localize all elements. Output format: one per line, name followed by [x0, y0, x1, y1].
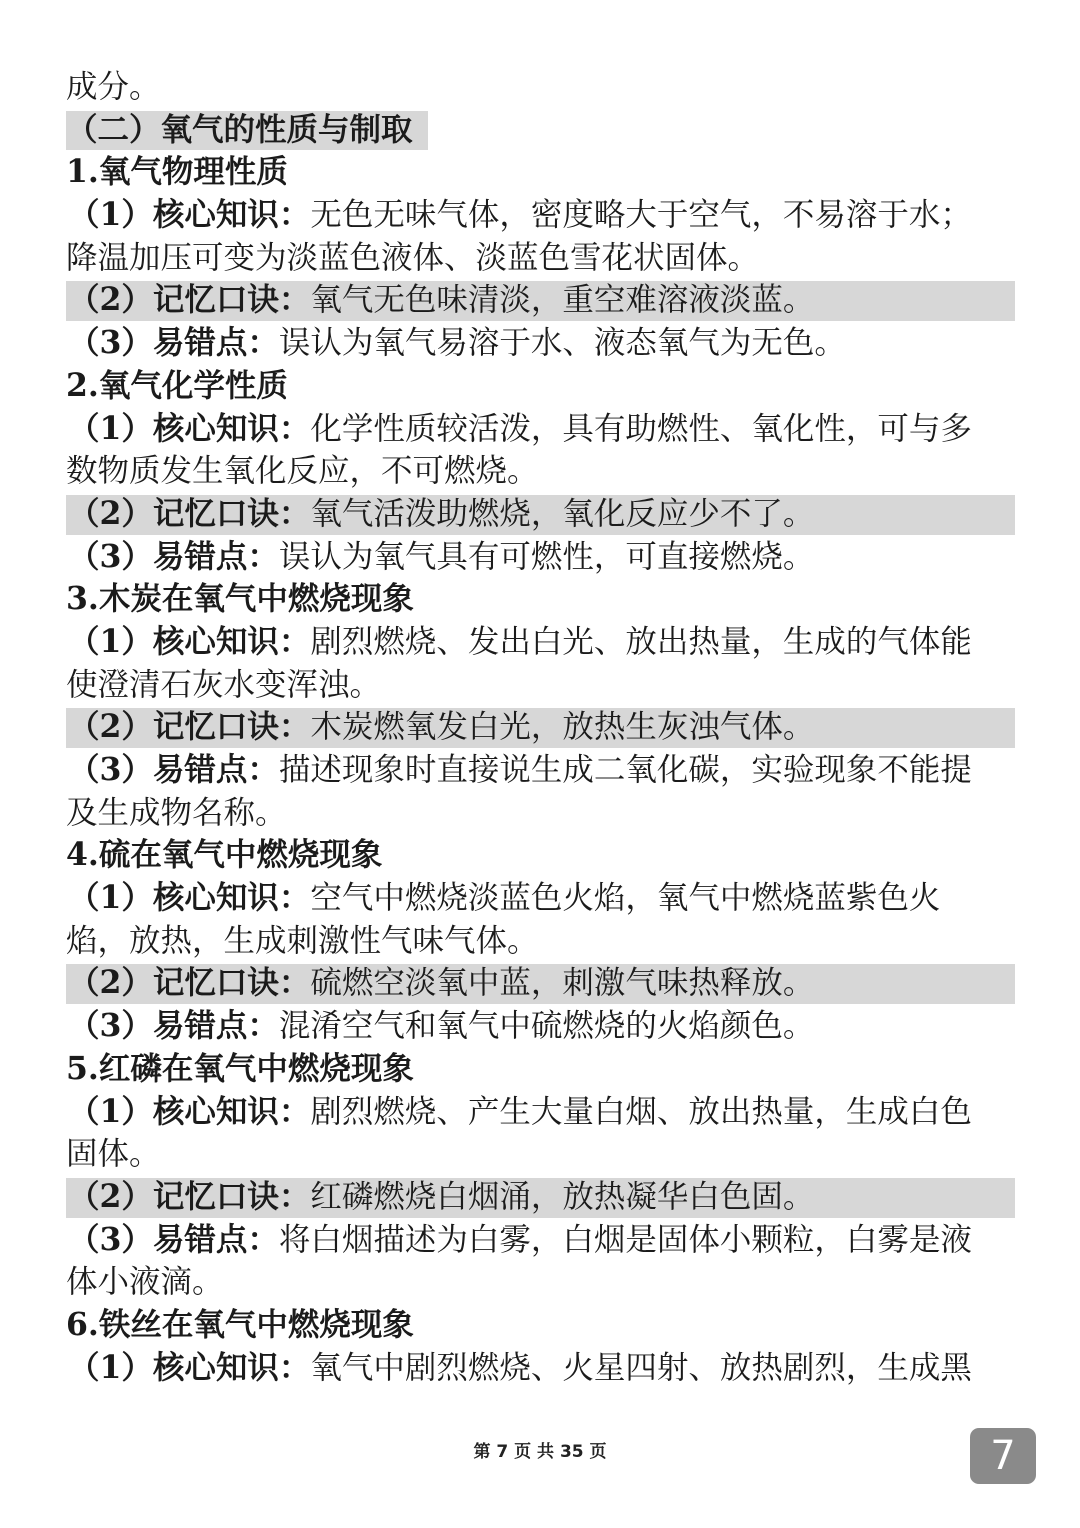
topic-1-mnemonic-line — [0, 279, 1080, 322]
topic-2-heading — [0, 365, 1080, 408]
core-text: 数物质发生氧化反应，不可燃烧。 — [66, 453, 539, 490]
core-text: 剧烈燃烧、产生大量白烟、放出热量，生成白色 — [310, 1093, 972, 1130]
topic-3-core-line-1 — [0, 621, 1080, 664]
core-label: （1）核心知识： — [68, 879, 311, 917]
error-text: 误认为氧气易溶于水、液态氧气为无色。 — [278, 325, 846, 362]
topic-3-core-line-2 — [0, 664, 1080, 707]
error-text: 及生成物名称。 — [66, 794, 287, 831]
mnemonic-content — [0, 962, 814, 1005]
core-text: 剧烈燃烧、发出白光、放出热量，生成的气体能 — [310, 623, 972, 660]
topic-1-error-line — [0, 322, 1080, 365]
mnemonic-text: 木炭燃氧发白光，放热生灰浊气体。 — [310, 709, 815, 746]
topic-4-heading — [0, 834, 1080, 877]
core-text: 氧气中剧烈燃烧、火星四射、放热剧烈，生成黑 — [310, 1349, 972, 1386]
core-label: （1）核心知识： — [68, 409, 311, 447]
topic-3-mnemonic-line — [0, 706, 1080, 749]
error-label: （3）易错点： — [68, 324, 279, 362]
topic-2-core-line-2 — [0, 450, 1080, 493]
topic-heading-text: 4.硫在氧气中燃烧现象 — [66, 836, 383, 874]
topic-heading-text: 5.红磷在氧气中燃烧现象 — [66, 1049, 414, 1087]
core-text: 无色无味气体，密度略大于空气，不易溶于水； — [310, 197, 972, 234]
error-text: 体小液滴。 — [66, 1264, 224, 1301]
topic-heading-text: 3.木炭在氧气中燃烧现象 — [66, 580, 414, 618]
section-title-line — [0, 109, 1080, 152]
core-text: 焰，放热，生成刺激性气味气体。 — [66, 922, 539, 959]
page-number-badge: 7 — [970, 1428, 1036, 1484]
mnemonic-content — [0, 706, 814, 749]
topic-4-core-line-2 — [0, 920, 1080, 963]
error-text: 误认为氧气具有可燃性，可直接燃烧。 — [278, 538, 815, 575]
core-label: （1）核心知识： — [68, 622, 311, 660]
page-footer: 第 7 页 共 35 页 — [473, 1442, 607, 1462]
topic-3-heading — [0, 578, 1080, 621]
core-label: （1）核心知识： — [68, 196, 311, 234]
mnemonic-content — [0, 1176, 814, 1219]
topic-1-heading — [0, 151, 1080, 194]
topic-heading-text: 2.氧气化学性质 — [66, 366, 288, 404]
topic-1-core-line-1 — [0, 194, 1080, 237]
mnemonic-label: （2）记忆口诀： — [68, 708, 311, 746]
topic-6-core-line-1 — [0, 1347, 1080, 1390]
core-text: 固体。 — [66, 1136, 161, 1173]
topic-1-core-line-2 — [0, 237, 1080, 280]
mnemonic-label: （2）记忆口诀： — [68, 281, 311, 319]
error-text: 将白烟描述为白雾，白烟是固体小颗粒，白雾是液 — [278, 1221, 972, 1258]
mnemonic-label: （2）记忆口诀： — [68, 494, 311, 532]
topic-4-mnemonic-line — [0, 962, 1080, 1005]
mnemonic-label: （2）记忆口诀： — [68, 1177, 311, 1215]
topic-4-core-line-1 — [0, 877, 1080, 920]
topic-2-core-line-1 — [0, 408, 1080, 451]
mnemonic-content — [0, 493, 814, 536]
mnemonic-text: 氧气活泼助燃烧，氧化反应少不了。 — [310, 495, 815, 532]
topic-5-core-line-1 — [0, 1091, 1080, 1134]
error-label: （3）易错点： — [68, 1220, 279, 1258]
topic-5-heading — [0, 1048, 1080, 1091]
mnemonic-text: 硫燃空淡氧中蓝，刺激气味热释放。 — [310, 965, 815, 1002]
topic-5-error-line-1 — [0, 1219, 1080, 1262]
topic-2-error-line — [0, 536, 1080, 579]
core-text: 化学性质较活泼，具有助燃性、氧化性，可与多 — [310, 410, 972, 447]
error-text: 混淆空气和氧气中硫燃烧的火焰颜色。 — [278, 1008, 815, 1045]
document-body — [0, 66, 1080, 1389]
mnemonic-text: 红磷燃烧白烟涌，放热凝华白色固。 — [310, 1178, 815, 1215]
core-label: （1）核心知识： — [68, 1092, 311, 1130]
topic-6-heading — [0, 1304, 1080, 1347]
mnemonic-label: （2）记忆口诀： — [68, 964, 311, 1002]
topic-4-error-line — [0, 1005, 1080, 1048]
topic-heading-text: 1.氧气物理性质 — [66, 153, 288, 191]
error-text: 描述现象时直接说生成二氧化碳，实验现象不能提 — [278, 752, 972, 788]
mnemonic-text: 氧气无色味清淡，重空难溶液淡蓝。 — [310, 282, 815, 319]
intro-tail-text: 成分。 — [66, 69, 161, 105]
error-label: （3）易错点： — [68, 1007, 279, 1045]
error-label: （3）易错点： — [68, 751, 279, 788]
topic-3-error-line-2 — [0, 792, 1080, 835]
core-text: 使澄清石灰水变浑浊。 — [66, 666, 382, 703]
topic-heading-text: 6.铁丝在氧气中燃烧现象 — [66, 1305, 414, 1343]
topic-5-mnemonic-line — [0, 1176, 1080, 1219]
core-label: （1）核心知识： — [68, 1348, 311, 1386]
section-title: （二）氧气的性质与制取 — [66, 110, 413, 148]
topic-5-error-line-2 — [0, 1261, 1080, 1304]
mnemonic-content — [0, 279, 814, 322]
topic-5-core-line-2 — [0, 1133, 1080, 1176]
core-text: 空气中燃烧淡蓝色火焰，氧气中燃烧蓝紫色火 — [310, 880, 941, 917]
core-text: 降温加压可变为淡蓝色液体、淡蓝色雪花状固体。 — [66, 239, 760, 276]
intro-tail-line — [0, 66, 1080, 109]
topic-3-error-line-1 — [0, 749, 1080, 792]
topic-2-mnemonic-line — [0, 493, 1080, 536]
error-label: （3）易错点： — [68, 537, 279, 575]
